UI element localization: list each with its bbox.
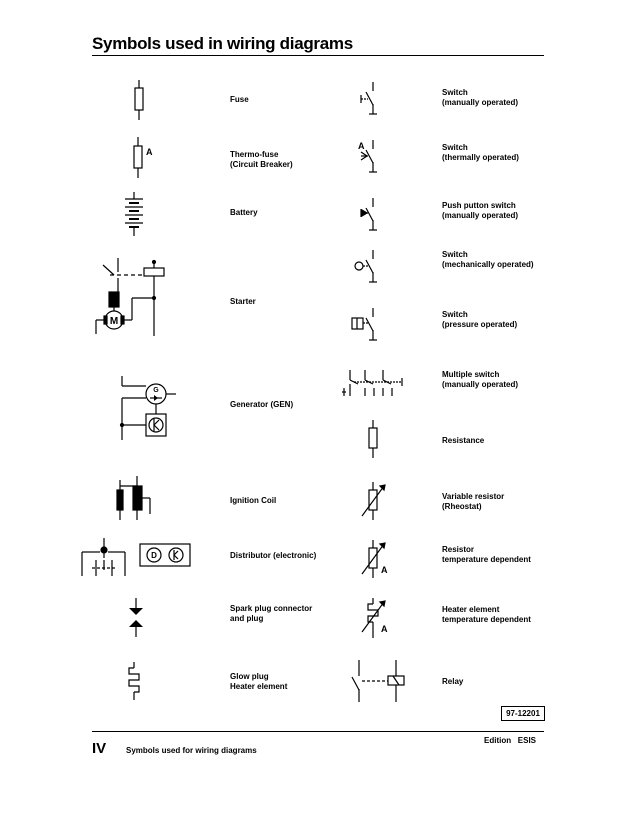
multiple-switch-icon	[342, 370, 402, 396]
fuse-icon	[135, 80, 143, 120]
label-variable-resistor: Variable resistor (Rheostat)	[442, 492, 505, 511]
manual-switch-icon	[361, 82, 377, 114]
footer-section-title: Symbols used for wiring diagrams	[126, 746, 257, 755]
heater-element-icon	[362, 598, 388, 638]
page-number: IV	[92, 740, 107, 757]
label-distributor: Distributor (electronic)	[230, 551, 317, 560]
label-spark-plug: Spark plug connector and plug	[230, 604, 313, 623]
relay-icon	[352, 660, 404, 702]
svg-text:A: A	[358, 141, 365, 151]
label-ignition-coil: Ignition Coil	[230, 496, 277, 505]
distributor-icon	[82, 538, 190, 576]
mechanical-switch-icon	[355, 250, 377, 282]
label-relay: Relay	[442, 677, 464, 686]
label-starter: Starter	[230, 297, 256, 306]
label-thermal-switch: Switch (thermally operated)	[442, 143, 519, 162]
variable-resistor-icon	[362, 482, 385, 520]
label-fuse: Fuse	[230, 95, 249, 104]
motor-letter: M	[109, 316, 119, 327]
pressure-switch-icon	[352, 308, 377, 340]
label-generator: Generator (GEN)	[230, 400, 294, 409]
glow-plug-icon	[129, 662, 139, 700]
thermo-letter: A	[146, 147, 153, 157]
svg-text:A: A	[381, 624, 388, 634]
label-mechanical-switch: Switch (mechanically operated)	[442, 250, 534, 269]
label-push-button-switch: Push putton switch (manually operated)	[442, 201, 519, 220]
thermal-switch-icon	[358, 140, 377, 172]
label-thermo-fuse: Thermo-fuse (Circuit Breaker)	[230, 150, 293, 169]
temp-letter: A	[381, 565, 388, 575]
battery-icon	[125, 192, 143, 236]
label-battery: Battery	[230, 208, 258, 217]
label-multiple-switch: Multiple switch (manually operated)	[442, 370, 519, 389]
thermo-fuse-icon	[134, 137, 153, 178]
starter-icon	[96, 258, 164, 336]
gen-letter: G	[153, 387, 159, 394]
label-temp-resistor: Resistor temperature dependent	[442, 545, 531, 564]
label-glow-plug: Glow plug Heater element	[230, 672, 288, 691]
resistance-icon	[369, 420, 377, 458]
edition-text: Edition ESIS	[484, 736, 537, 745]
spark-plug-icon	[129, 598, 143, 637]
svg-text:D: D	[151, 551, 157, 560]
footer-rule	[92, 731, 544, 732]
label-manual-switch: Switch (manually operated)	[442, 88, 519, 107]
push-button-switch-icon	[361, 198, 377, 230]
page-title: Symbols used in wiring diagrams	[92, 34, 353, 53]
ignition-coil-icon	[117, 476, 150, 520]
reference-box: 97-12201	[501, 706, 545, 721]
label-resistance: Resistance	[442, 436, 485, 445]
label-pressure-switch: Switch (pressure operated)	[442, 310, 518, 329]
generator-icon	[121, 376, 177, 440]
temp-resistor-icon	[362, 540, 388, 578]
label-heater-element: Heater element temperature dependent	[442, 605, 531, 624]
